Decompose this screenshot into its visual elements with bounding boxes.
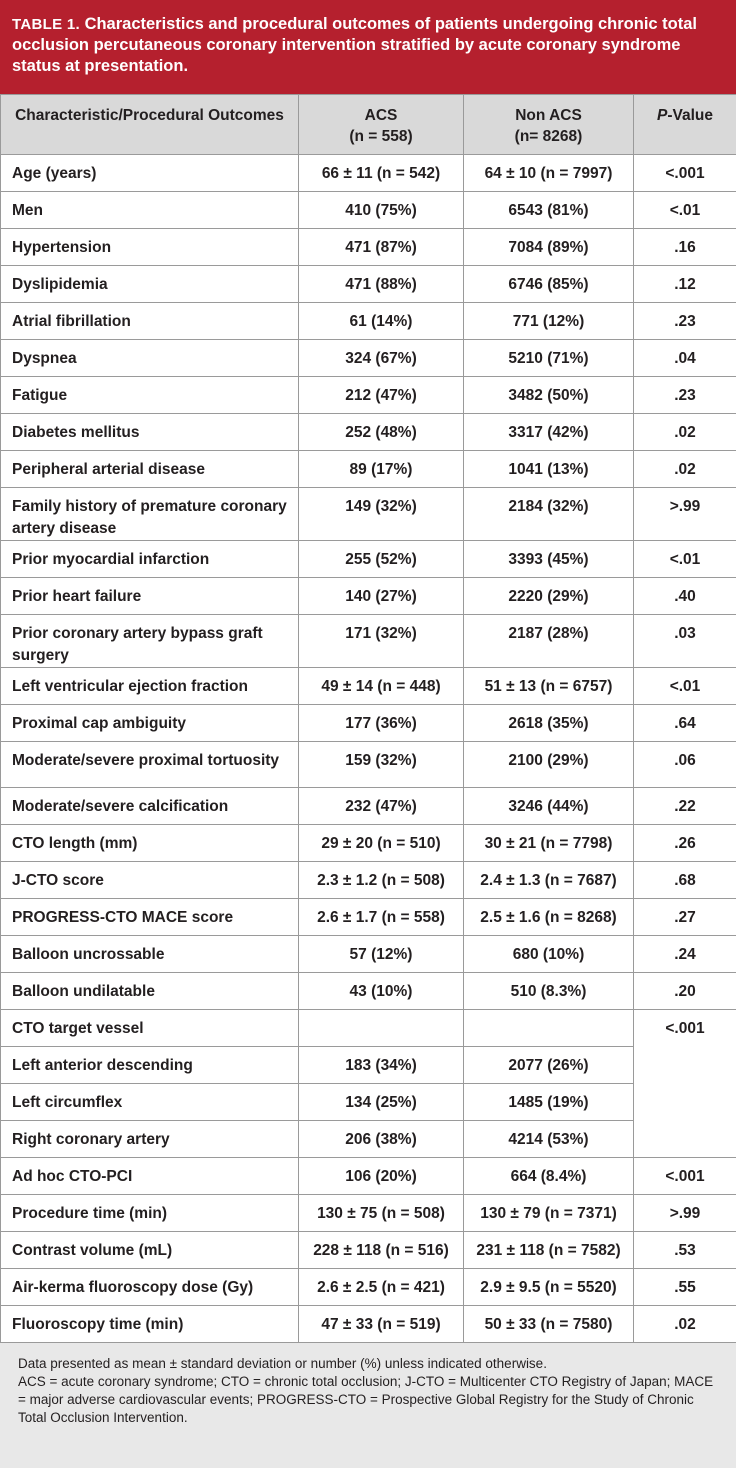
acs-value: 140 (27%) [299, 578, 464, 615]
acs-value: 2.6 ± 1.7 (n = 558) [299, 899, 464, 936]
table-row [1, 1158, 736, 1195]
table-row [1, 742, 736, 788]
row-label: Balloon uncrossable [1, 936, 299, 973]
p-value: .02 [634, 1306, 736, 1343]
acs-value: 171 (32%) [299, 615, 464, 668]
row-label: Right coronary artery [1, 1121, 299, 1158]
acs-value: 232 (47%) [299, 788, 464, 825]
p-value: .22 [634, 788, 736, 825]
footnote-data-note: Data presented as mean ± standard deviation or number (%) unless indicated otherwise. [18, 1355, 724, 1373]
p-value: <.001 [634, 155, 736, 192]
acs-value: 149 (32%) [299, 488, 464, 541]
p-value: <.01 [634, 541, 736, 578]
non-acs-value: 771 (12%) [464, 303, 634, 340]
table-row [1, 541, 736, 578]
row-label: Contrast volume (mL) [1, 1232, 299, 1269]
data-table [0, 94, 736, 1343]
non-acs-value: 6746 (85%) [464, 266, 634, 303]
non-acs-value: 4214 (53%) [464, 1121, 634, 1158]
acs-value: 61 (14%) [299, 303, 464, 340]
non-acs-value: 2184 (32%) [464, 488, 634, 541]
p-value [634, 1084, 736, 1121]
p-value: .53 [634, 1232, 736, 1269]
table-row [1, 155, 736, 192]
p-value: .12 [634, 266, 736, 303]
p-value: .55 [634, 1269, 736, 1306]
table-row [1, 788, 736, 825]
non-acs-value: 2187 (28%) [464, 615, 634, 668]
acs-value: 212 (47%) [299, 377, 464, 414]
non-acs-value: 2100 (29%) [464, 742, 634, 788]
table-row [1, 266, 736, 303]
table-row [1, 825, 736, 862]
table-row [1, 615, 736, 668]
p-value: .06 [634, 742, 736, 788]
table-row [1, 451, 736, 488]
row-label: Procedure time (min) [1, 1195, 299, 1232]
row-label: Dyslipidemia [1, 266, 299, 303]
non-acs-value: 3393 (45%) [464, 541, 634, 578]
row-label: Prior coronary artery bypass graft surgery [1, 615, 299, 668]
p-value: .26 [634, 825, 736, 862]
row-label: Atrial fibrillation [1, 303, 299, 340]
acs-value: 255 (52%) [299, 541, 464, 578]
non-acs-value: 680 (10%) [464, 936, 634, 973]
table-row [1, 1269, 736, 1306]
non-acs-value: 664 (8.4%) [464, 1158, 634, 1195]
p-value [634, 1047, 736, 1084]
acs-value: 2.3 ± 1.2 (n = 508) [299, 862, 464, 899]
acs-value: 47 ± 33 (n = 519) [299, 1306, 464, 1343]
row-label: Age (years) [1, 155, 299, 192]
table-number: TABLE 1. [12, 16, 80, 33]
p-value: .68 [634, 862, 736, 899]
row-label: Balloon undilatable [1, 973, 299, 1010]
header-acs-n: (n = 558) [349, 128, 412, 145]
p-value: <.01 [634, 668, 736, 705]
p-value: .03 [634, 615, 736, 668]
table-row [1, 1010, 736, 1047]
table-row [1, 488, 736, 541]
header-p-italic: P [657, 107, 667, 124]
p-value: .24 [634, 936, 736, 973]
acs-value: 159 (32%) [299, 742, 464, 788]
non-acs-value [464, 1010, 634, 1047]
row-label: Left anterior descending [1, 1047, 299, 1084]
table-row [1, 578, 736, 615]
acs-value: 206 (38%) [299, 1121, 464, 1158]
table-row [1, 340, 736, 377]
non-acs-value: 2618 (35%) [464, 705, 634, 742]
row-label: Peripheral arterial disease [1, 451, 299, 488]
acs-value: 252 (48%) [299, 414, 464, 451]
row-label: Hypertension [1, 229, 299, 266]
non-acs-value: 2.9 ± 9.5 (n = 5520) [464, 1269, 634, 1306]
header-non-acs [464, 95, 634, 155]
p-value: .27 [634, 899, 736, 936]
row-label: Prior heart failure [1, 578, 299, 615]
table-row [1, 1306, 736, 1343]
non-acs-value: 3317 (42%) [464, 414, 634, 451]
p-value: .20 [634, 973, 736, 1010]
table-caption: Characteristics and procedural outcomes of patients undergoing chronic total occlusion percutaneous coronary intervention stratified by acute coronary syndrome status at presentation. [12, 15, 697, 75]
row-label: CTO target vessel [1, 1010, 299, 1047]
table-title [0, 0, 736, 94]
non-acs-value: 2220 (29%) [464, 578, 634, 615]
row-label: Moderate/severe proximal tortuosity [1, 742, 299, 788]
acs-value: 49 ± 14 (n = 448) [299, 668, 464, 705]
table-row [1, 1195, 736, 1232]
p-value: .02 [634, 414, 736, 451]
p-value: <.001 [634, 1010, 736, 1047]
table-row [1, 705, 736, 742]
acs-value: 134 (25%) [299, 1084, 464, 1121]
non-acs-value: 231 ± 118 (n = 7582) [464, 1232, 634, 1269]
non-acs-value: 51 ± 13 (n = 6757) [464, 668, 634, 705]
non-acs-value: 130 ± 79 (n = 7371) [464, 1195, 634, 1232]
acs-value: 177 (36%) [299, 705, 464, 742]
header-non-acs-n: (n= 8268) [515, 128, 583, 145]
non-acs-value: 3246 (44%) [464, 788, 634, 825]
row-label: Left circumflex [1, 1084, 299, 1121]
non-acs-value: 5210 (71%) [464, 340, 634, 377]
row-label: CTO length (mm) [1, 825, 299, 862]
non-acs-value: 2.5 ± 1.6 (n = 8268) [464, 899, 634, 936]
acs-value: 29 ± 20 (n = 510) [299, 825, 464, 862]
p-value: <.01 [634, 192, 736, 229]
p-value: .64 [634, 705, 736, 742]
p-value: >.99 [634, 1195, 736, 1232]
table-row [1, 1084, 736, 1121]
row-label: Left ventricular ejection fraction [1, 668, 299, 705]
table-row [1, 668, 736, 705]
non-acs-value: 7084 (89%) [464, 229, 634, 266]
row-label: PROGRESS-CTO MACE score [1, 899, 299, 936]
table-row [1, 229, 736, 266]
table-row [1, 936, 736, 973]
p-value: .23 [634, 377, 736, 414]
p-value: .23 [634, 303, 736, 340]
row-label: Fatigue [1, 377, 299, 414]
non-acs-value: 64 ± 10 (n = 7997) [464, 155, 634, 192]
row-label: Proximal cap ambiguity [1, 705, 299, 742]
acs-value [299, 1010, 464, 1047]
table-row [1, 973, 736, 1010]
p-value: >.99 [634, 488, 736, 541]
header-row [1, 95, 736, 155]
acs-value: 57 (12%) [299, 936, 464, 973]
row-label: Family history of premature coronary artery disease [1, 488, 299, 541]
footnote-abbreviations: ACS = acute coronary syndrome; CTO = chronic total occlusion; J-CTO = Multicenter CTO Registry of Japan; MACE = major adverse cardiovascular events; PROGRESS-CTO = Prospective Global Registry for the Study of Chronic Total Occlusion Intervention. [18, 1373, 724, 1427]
table-row [1, 862, 736, 899]
non-acs-value: 30 ± 21 (n = 7798) [464, 825, 634, 862]
p-value: <.001 [634, 1158, 736, 1195]
row-label: Air-kerma fluoroscopy dose (Gy) [1, 1269, 299, 1306]
row-label: Diabetes mellitus [1, 414, 299, 451]
table-row [1, 1047, 736, 1084]
header-acs-label: ACS [365, 107, 398, 124]
non-acs-value: 6543 (81%) [464, 192, 634, 229]
header-non-acs-label: Non ACS [515, 107, 582, 124]
acs-value: 183 (34%) [299, 1047, 464, 1084]
table-row [1, 303, 736, 340]
acs-value: 130 ± 75 (n = 508) [299, 1195, 464, 1232]
acs-value: 106 (20%) [299, 1158, 464, 1195]
non-acs-value: 2.4 ± 1.3 (n = 7687) [464, 862, 634, 899]
acs-value: 66 ± 11 (n = 542) [299, 155, 464, 192]
acs-value: 471 (88%) [299, 266, 464, 303]
table-row [1, 192, 736, 229]
row-label: Ad hoc CTO-PCI [1, 1158, 299, 1195]
non-acs-value: 510 (8.3%) [464, 973, 634, 1010]
acs-value: 410 (75%) [299, 192, 464, 229]
header-acs [299, 95, 464, 155]
table-row [1, 899, 736, 936]
acs-value: 471 (87%) [299, 229, 464, 266]
p-value: .04 [634, 340, 736, 377]
row-label: Men [1, 192, 299, 229]
header-p-value [634, 95, 736, 155]
p-value: .40 [634, 578, 736, 615]
row-label: Moderate/severe calcification [1, 788, 299, 825]
acs-value: 43 (10%) [299, 973, 464, 1010]
p-value: .16 [634, 229, 736, 266]
acs-value: 228 ± 118 (n = 516) [299, 1232, 464, 1269]
non-acs-value: 3482 (50%) [464, 377, 634, 414]
acs-value: 89 (17%) [299, 451, 464, 488]
row-label: Prior myocardial infarction [1, 541, 299, 578]
row-label: Fluoroscopy time (min) [1, 1306, 299, 1343]
row-label: Dyspnea [1, 340, 299, 377]
p-value [634, 1121, 736, 1158]
non-acs-value: 2077 (26%) [464, 1047, 634, 1084]
acs-value: 2.6 ± 2.5 (n = 421) [299, 1269, 464, 1306]
header-p-rest: -Value [667, 107, 713, 124]
p-value: .02 [634, 451, 736, 488]
header-characteristic: Characteristic/Procedural Outcomes [1, 95, 299, 155]
acs-value: 324 (67%) [299, 340, 464, 377]
table-row [1, 1121, 736, 1158]
table-row [1, 414, 736, 451]
table-footnote [0, 1343, 736, 1468]
non-acs-value: 50 ± 33 (n = 7580) [464, 1306, 634, 1343]
table-row [1, 1232, 736, 1269]
table-row [1, 377, 736, 414]
non-acs-value: 1485 (19%) [464, 1084, 634, 1121]
non-acs-value: 1041 (13%) [464, 451, 634, 488]
row-label: J-CTO score [1, 862, 299, 899]
